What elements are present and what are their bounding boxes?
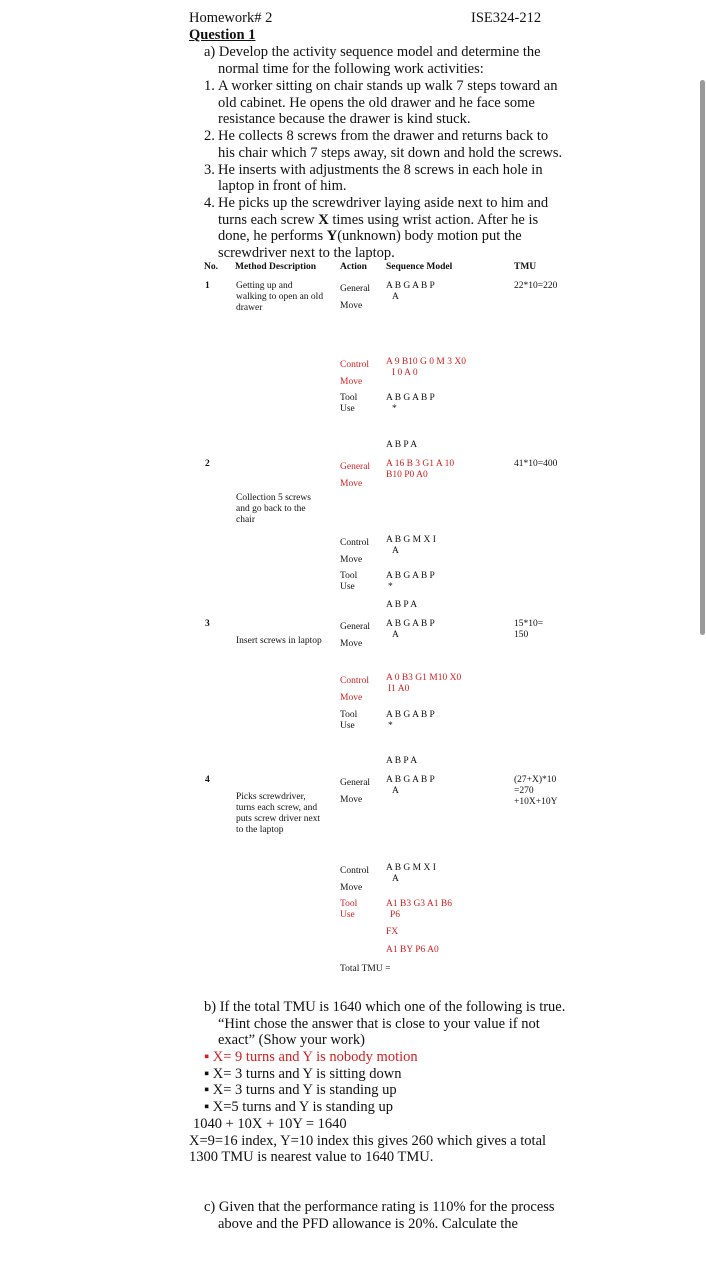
col-header-sequence: Sequence Model bbox=[386, 262, 453, 272]
general-move-sequence: A 16 B 3 G1 A 10 B10 P0 A0 bbox=[386, 459, 455, 480]
part-b-line: “Hint chose the answer that is close to your value if not bbox=[218, 1016, 540, 1032]
part-b-line: b) If the total TMU is 1640 which one of the following is true. bbox=[204, 999, 566, 1015]
abpa-sequence: A B P A bbox=[386, 756, 418, 766]
control-move-action: Control Move bbox=[340, 866, 370, 893]
item-2-num: 2. bbox=[204, 128, 215, 144]
item-1-num: 1. bbox=[204, 78, 215, 94]
row-tmu: 22*10=220 bbox=[514, 281, 558, 291]
row-description: Insert screws in laptop bbox=[236, 636, 322, 646]
item-1-line: A worker sitting on chair stands up walk 7 steps toward an bbox=[218, 78, 558, 94]
item-4-num: 4. bbox=[204, 195, 215, 211]
item-1-line: old cabinet. He opens the old drawer and he face some bbox=[218, 95, 535, 111]
control-move-sequence: A 0 B3 G1 M10 X0 I1 A0 bbox=[386, 673, 462, 694]
item-4-line: He picks up the screwdriver laying aside next to him and bbox=[218, 195, 549, 211]
col-header-method: Method Description bbox=[235, 262, 317, 272]
control-move-action: Control Move bbox=[340, 538, 370, 565]
part-c-line: c) Given that the performance rating is 110% for the process bbox=[204, 1199, 555, 1215]
tool-use-action: Tool Use bbox=[340, 571, 358, 592]
row-tmu: (27+X)*10 =270 +10X+10Y bbox=[514, 775, 558, 807]
work-line: 1300 TMU is nearest value to 1640 TMU. bbox=[189, 1149, 434, 1165]
item-2-line: his chair which 7 steps away, sit down and hold the screws. bbox=[218, 145, 563, 161]
item-4-line: done, he performs Y(unknown) body motion put the bbox=[218, 228, 522, 244]
item-3-line: He inserts with adjustments the 8 screws in each hole in bbox=[218, 162, 543, 178]
row-description: Picks screwdriver, turns each screw, and puts screw driver next to the laptop bbox=[236, 792, 321, 835]
scrollbar[interactable] bbox=[700, 80, 705, 635]
col-header-action: Action bbox=[340, 262, 367, 272]
control-move-action: Control Move bbox=[340, 676, 370, 703]
control-move-sequence: A B G M X I A bbox=[386, 535, 436, 556]
col-header-no: No. bbox=[204, 262, 218, 272]
abpa-sequence: A B P A bbox=[386, 440, 418, 450]
total-tmu-label: Total TMU = bbox=[340, 964, 391, 974]
control-move-action: Control Move bbox=[340, 360, 370, 387]
tool-use-sequence: A1 B3 G3 A1 B6 P6 bbox=[386, 899, 452, 920]
option: ▪ X= 3 turns and Y is sitting down bbox=[204, 1066, 402, 1082]
row-number: 3 bbox=[205, 619, 210, 629]
item-1-line: resistance because the drawer is kind stuck. bbox=[218, 111, 471, 127]
row-description: Collection 5 screws and go back to the chair bbox=[236, 493, 311, 525]
item-4-line: turns each screw X times using wrist action. After he is bbox=[218, 212, 539, 228]
general-move-sequence: A B G A B P A bbox=[386, 775, 435, 796]
row-number: 1 bbox=[205, 281, 210, 291]
col-header-tmu: TMU bbox=[514, 262, 537, 272]
general-move-action: General Move bbox=[340, 622, 371, 649]
item-3-num: 3. bbox=[204, 162, 215, 178]
general-move-sequence: A B G A B P A bbox=[386, 281, 435, 302]
part-b-line: exact” (Show your work) bbox=[218, 1032, 365, 1048]
row-number: 2 bbox=[205, 459, 210, 469]
fx-label: FX bbox=[386, 927, 399, 937]
general-move-sequence: A B G A B P A bbox=[386, 619, 435, 640]
tool-use-action: Tool Use bbox=[340, 710, 358, 731]
control-move-sequence: A B G M X I A bbox=[386, 863, 436, 884]
fx-sequence: A1 BY P6 A0 bbox=[386, 945, 439, 955]
control-move-sequence: A 9 B10 G 0 M 3 X0 I 0 A 0 bbox=[386, 357, 466, 378]
tool-use-action: Tool Use bbox=[340, 393, 358, 414]
general-move-action: General Move bbox=[340, 284, 371, 311]
tool-use-sequence: A B G A B P * bbox=[386, 710, 435, 731]
option-selected: ▪ X= 9 turns and Y is nobody motion bbox=[204, 1049, 418, 1065]
general-move-action: General Move bbox=[340, 778, 371, 805]
item-4-line: screwdriver next to the laptop. bbox=[218, 245, 395, 261]
work-line: X=9=16 index, Y=10 index this gives 260 which gives a total bbox=[189, 1133, 547, 1149]
item-3-line: laptop in front of him. bbox=[218, 178, 347, 194]
part-a-intro-1: a) Develop the activity sequence model and determine the bbox=[204, 44, 541, 60]
work-line: 1040 + 10X + 10Y = 1640 bbox=[193, 1116, 347, 1132]
abpa-sequence: A B P A bbox=[386, 600, 418, 610]
part-a-intro-2: normal time for the following work activities: bbox=[218, 61, 484, 77]
tool-use-sequence: A B G A B P * bbox=[386, 393, 435, 414]
row-description: Getting up and walking to open an old drawer bbox=[236, 281, 324, 313]
row-tmu: 41*10=400 bbox=[514, 459, 558, 469]
row-number: 4 bbox=[205, 775, 210, 785]
homework-label: Homework# 2 bbox=[189, 10, 273, 26]
option: ▪ X= 3 turns and Y is standing up bbox=[204, 1082, 397, 1098]
part-c-line: above and the PFD allowance is 20%. Calculate the bbox=[218, 1216, 518, 1232]
course-code: ISE324-212 bbox=[471, 10, 542, 26]
row-tmu: 15*10= 150 bbox=[514, 619, 544, 640]
option: ▪ X=5 turns and Y is standing up bbox=[204, 1099, 394, 1115]
general-move-action: General Move bbox=[340, 462, 371, 489]
tool-use-sequence: A B G A B P * bbox=[386, 571, 435, 592]
tool-use-action: Tool Use bbox=[340, 899, 358, 920]
question-title: Question 1 bbox=[189, 27, 256, 43]
item-2-line: He collects 8 screws from the drawer and returns back to bbox=[218, 128, 549, 144]
